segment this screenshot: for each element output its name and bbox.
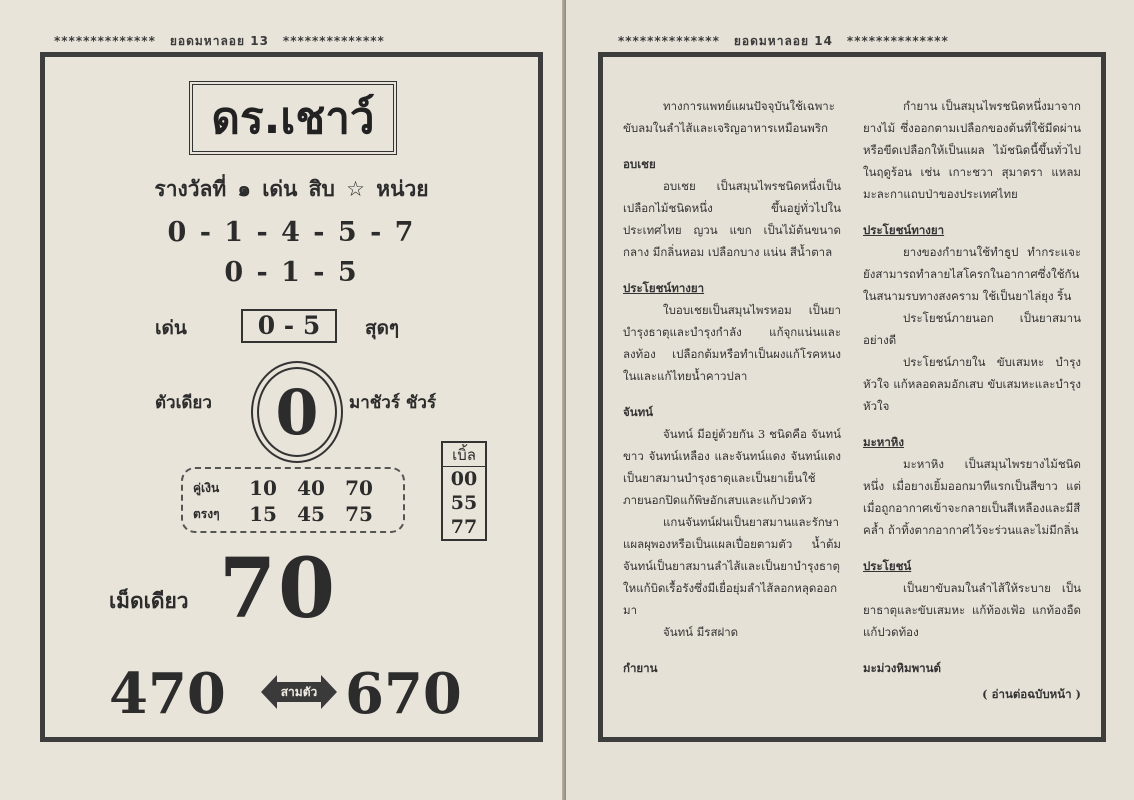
paragraph: อบเชย เป็นสมุนไพรชนิดหนึ่งเป็นเปลือกไม้ชนิดหนึ่ง ขึ้นอยู่ทั่วไปในประเทศไทย ญวน แขก เป็นไม้ต้นขนาดกลาง มีกลิ่นหอม เปลือกบาง แน่น สีน้ำตาล: [623, 179, 841, 259]
logo-title: ดร.เชาว์: [189, 81, 397, 155]
article-columns: [623, 95, 1081, 717]
article-column-2: [863, 95, 1081, 717]
article-column-1: [623, 95, 841, 717]
pair-label: คู่เงิน: [193, 480, 220, 495]
header-stars-right: **************: [846, 34, 949, 48]
section-heading: ประโยชน์: [863, 559, 912, 573]
right-page: [566, 0, 1134, 800]
header-stars-left: **************: [618, 34, 720, 48]
double-value: 00: [450, 468, 478, 490]
three-left-number: 470: [109, 661, 226, 727]
left-page: [0, 0, 566, 800]
section-heading: มะม่วงหิมพานต์: [863, 661, 941, 675]
section-heading: ประโยชน์ทางยา: [623, 281, 705, 295]
paragraph: ใบอบเชยเป็นสมุนไพรหอม เป็นยาบำรุงธาตุและบำรุงกำลัง แก้จุกแน่นและลงท้อง เปลือกต้มหรือทำเป็นผงแก้โรคหนงในและแก้ไทยน้ำคาวปลา: [623, 303, 841, 383]
paragraph: จันทน์ มีอยู่ด้วยกัน 3 ชนิดคือ จันทน์ขาว จันทน์เหลือง และจันทน์แดง จันทน์แดงเป็นยาสมานบำรุงธาตุและเป็นยาเย็นใช้ภายนอกปิดแก้พิษอักเสบและแก้ปวดหัว: [623, 427, 841, 507]
section-heading: อบเชย: [623, 157, 656, 171]
paragraph: จันทน์ มีรสฝาด: [663, 625, 739, 639]
ten-label: เด่น: [155, 317, 187, 339]
doubles-header: เบิ้ล: [443, 443, 485, 467]
paragraph: มะหาหิง เป็นสมุนไพรยางไม้ชนิดหนึ่ง เมื่อยางเยิ้มออกมาทีแรกเป็นสีขาว แต่เมื่อถูกอากาศเข้าจะกลายเป็นสีเหลืองและมีสีคล้ำ ถ้าทิ้งตากอากาศไว้จะร่วนและไม่มีกลิ่น: [863, 457, 1081, 537]
left-page-frame: [40, 52, 543, 742]
seed-value: 70: [219, 541, 338, 637]
continued-note: ( อ่านต่อฉบับหน้า ): [982, 687, 1081, 701]
double-value: 55: [450, 492, 478, 514]
pair-value: 75: [345, 502, 373, 526]
pair-value: 70: [345, 476, 373, 500]
pair-value: 10: [249, 476, 277, 500]
pair-row: [193, 475, 393, 501]
left-page-header: [54, 32, 385, 51]
header-title: ยอดมหาลอย 14: [733, 34, 833, 48]
header-title: ยอดมหาลอย 13: [169, 34, 269, 48]
doubles-box: [441, 441, 487, 541]
three-right-number: 670: [345, 661, 462, 727]
seed-label: เม็ดเดียว: [109, 589, 189, 613]
paragraph: กำยาน เป็นสมุนไพรชนิดหนึ่งมาจากยางไม้ ซึ่งออกตามเปลือกของต้นที่ใช้มีดผ่านหรือขีดเปลือกให้เป็นแผล ไม้ชนิดนี้ขึ้นทั่วไปในฤดูร้อน เช่น เกาะชวา สุมาตรา แหลมมะละกาแถบป่าของประเทศไทย: [863, 99, 1081, 201]
seed-row: [45, 541, 538, 647]
double-value: 77: [450, 516, 478, 538]
single-value: 0: [275, 375, 319, 449]
five-digits: 0 - 1 - 4 - 5 - 7: [167, 217, 416, 248]
paragraph: ประโยชน์ภายนอก เป็นยาสมานอย่างดี: [863, 311, 1081, 347]
section-heading: กำยาน: [623, 661, 658, 675]
section-heading: จันทน์: [623, 405, 654, 419]
paragraph: ยางของกำยานใช้ทำธูป ทำกระแจะยังสามารถทำลายไสโครกในอากาศซึ่งใช้กันในสนามรบทางสงคราม ใช้เป็นยาไล่ยุง ริ้น: [863, 245, 1081, 303]
pair-label: ตรงๆ: [193, 506, 220, 521]
single-label: ตัวเดียว: [155, 393, 212, 413]
three-label: สามตัว: [280, 685, 318, 699]
pairs-box: [181, 467, 405, 533]
header-stars-right: **************: [282, 34, 385, 48]
header-stars-left: **************: [54, 34, 156, 48]
paragraph: เป็นยาขับลมในลำไส้ให้ระบาย เป็นยาธาตุและขับเสมหะ แก้ท้องเฟ้อ แกท้องอืดแก้ปวดท้อง: [863, 581, 1081, 639]
ten-value: 0 - 5: [241, 309, 337, 343]
paragraph: แกนจันทน์ฝนเป็นยาสมานและรักษาแผลผุพองหรือเป็นแผลเปื่อยตามตัว น้ำต้มจันทน์เป็นยาสมานลำไส้และเป็นยาบำรุงธาตุใหแก้บิดเรื้อรังซึ่งมีเยื่อยุ่มลำไส้ลอกหลุดออกมา: [623, 515, 841, 617]
right-page-frame: [598, 52, 1106, 742]
paragraph: ประโยชน์ภายใน ขับเสมหะ บำรุงหัวใจ แก้หลอดลมอักเสบ ขับเสมหะและบำรุงหัวใจ: [863, 355, 1081, 413]
right-page-header: [618, 32, 949, 51]
pair-row: [193, 501, 393, 527]
section-heading: ประโยชน์ทางยา: [863, 223, 945, 237]
paragraph: ทางการแพทย์แผนปัจจุบันใช้เฉพาะขับลมในลำไส้และเจริญอาหารเหมือนพริก: [623, 99, 835, 135]
pair-value: 15: [249, 502, 277, 526]
section-heading: มะหาหิง: [863, 435, 904, 449]
pair-value: 40: [297, 476, 325, 500]
pair-value: 45: [297, 502, 325, 526]
single-suffix: มาชัวร์ ชัวร์: [349, 393, 437, 413]
three-digits: 0 - 1 - 5: [224, 257, 359, 288]
prize-line: รางวัลที่ ๑ เด่น สิบ ☆ หน่วย: [154, 177, 429, 201]
ten-suffix: สุดๆ: [365, 317, 400, 339]
ten-row: [45, 309, 538, 345]
three-digit-row: [45, 661, 538, 731]
single-value-circle: [251, 361, 343, 463]
